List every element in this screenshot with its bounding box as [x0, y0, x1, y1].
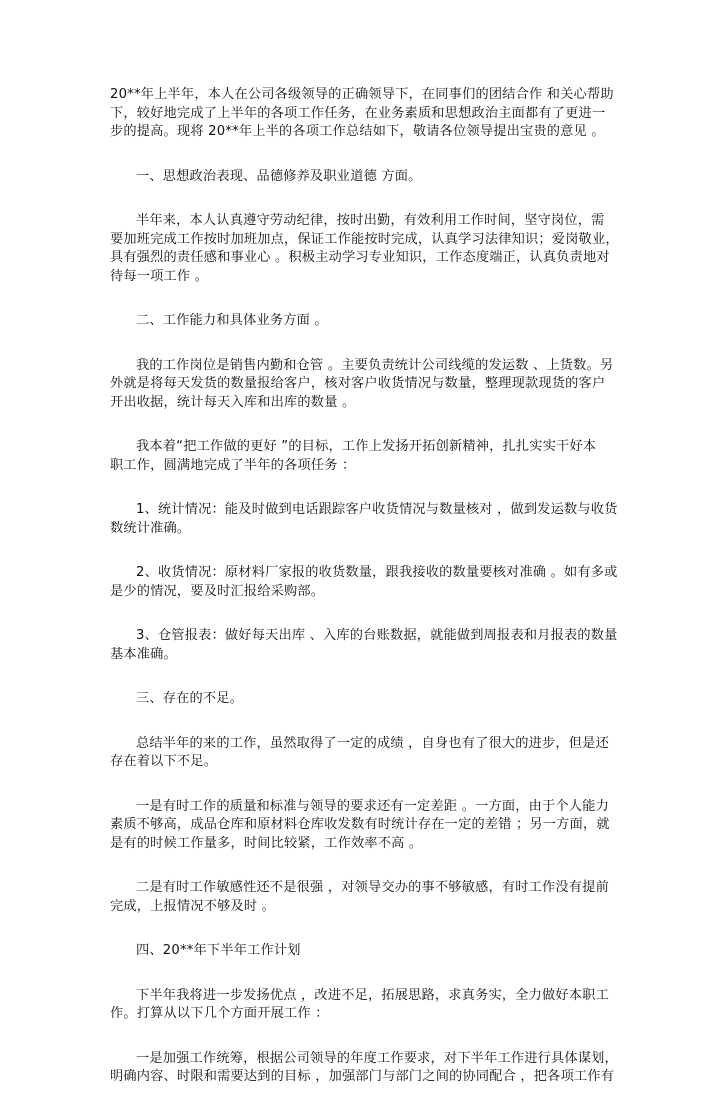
paragraph-line: 外就是将每天发货的数量报给客户，核对客户收货情况与数量，整理现款现货的客户	[110, 376, 606, 391]
paragraph-line: 基本准确。	[110, 646, 177, 662]
paragraph-line: 20**年上半年，本人在公司各级领导的正确领导下，在同事们的团结合作 和关心帮助	[110, 87, 614, 102]
section-heading	[110, 942, 630, 961]
paragraph-line: 2、收货情况：原材料厂家报的收货数量，跟我接收的数量要核对准确 。如有多或	[136, 565, 618, 580]
paragraph-line: 我本着“把工作做的更好 ”的目标，工作上发扬开拓创新精神，扎扎实实干好本	[136, 439, 597, 454]
document-page	[110, 86, 630, 1113]
paragraph-line: 完成，上报情况不够及时 。	[110, 898, 276, 914]
section-heading	[110, 312, 630, 331]
body-paragraph	[110, 357, 630, 413]
body-paragraph	[110, 212, 630, 286]
paragraph-line: 总结半年的来的工作，虽然取得了一定的成绩 ，自身也有了很大的进步，但是还	[136, 735, 609, 751]
body-paragraph	[110, 501, 630, 538]
section-heading	[110, 168, 630, 187]
body-paragraph	[110, 86, 630, 142]
section-heading	[110, 690, 630, 709]
paragraph-line: 要加班完成工作按时加班加点，保证工作能按时完成，认真学习法律知识；爱岗敬业，	[110, 231, 619, 247]
heading-text: 四、20**年下半年工作计划	[136, 943, 301, 958]
paragraph-line: 是少的情况，要及时汇报给采购部。	[110, 583, 325, 599]
paragraph-line: 作。打算从以下几个方面开展工作 ：	[110, 1006, 329, 1021]
paragraph-line: 存在着以下不足。	[110, 754, 218, 769]
paragraph-line: 下半年我将进一步发扬优点 ，改进不足，拓展思路，求真务实，全力做好本职工	[136, 987, 609, 1003]
body-paragraph	[110, 735, 630, 772]
body-paragraph	[110, 879, 630, 916]
heading-text: 一、思想政治表现、品德修养及职业道德 方面。	[136, 168, 422, 184]
body-paragraph	[110, 438, 630, 475]
paragraph-line: 二是有时工作敏感性还不是很强 ，对领导交办的事不够敏感，有时工作没有提前	[136, 880, 609, 895]
paragraph-line: 明确内容、时限和需要达到的目标 ，加强部门与部门之间的协同配合 ，把各项工作有	[110, 1069, 615, 1084]
heading-text: 二、工作能力和具体业务方面 。	[136, 313, 328, 328]
heading-text: 三、存在的不足。	[136, 691, 244, 706]
paragraph-line: 下，较好地完成了上半年的各项工作任务，在业务素质和思想政治主面都有了更进一	[110, 105, 606, 121]
paragraph-line: 半年来，本人认真遵守劳动纪律，按时出勤，有效利用工作时间，坚守岗位，需	[136, 213, 605, 228]
body-paragraph	[110, 564, 630, 601]
body-paragraph	[110, 987, 630, 1024]
paragraph-line: 数统计准确。	[110, 520, 191, 536]
paragraph-line: 3、仓管报表：做好每天出库 、入库的台账数据，就能做到周报表和月报表的数量	[136, 628, 618, 643]
paragraph-line: 步的提高。现将 20**年上半的各项工作总结如下，敬请各位领导提出宝贵的意见 。	[110, 124, 605, 139]
paragraph-line: 素质不够高，成品仓库和原材料仓库收发数有时统计存在一定的差错 ；另一方面，就	[110, 817, 610, 832]
paragraph-line: 开出收据，统计每天入库和出库的数量 。	[110, 394, 356, 410]
body-paragraph	[110, 798, 630, 854]
paragraph-line: 1、统计情况：能及时做到电话跟踪客户收货情况与数量核对 ，做到发运数与收货	[136, 502, 618, 517]
paragraph-line: 是有的时候工作量多，时间比较紧，工作效率不高 。	[110, 835, 423, 851]
body-paragraph	[110, 627, 630, 664]
body-paragraph	[110, 1050, 630, 1087]
paragraph-line: 待每一项工作 。	[110, 268, 209, 284]
paragraph-line: 一是有时工作的质量和标准与领导的要求还有一定差距 。一方面，由于个人能力	[136, 798, 609, 814]
paragraph-line: 具有强烈的责任感和事业心 。积极主动学习专业知识，工作态度端正，认真负责地对	[110, 250, 610, 265]
paragraph-line: 我的工作岗位是销售内勤和仓管 。主要负责统计公司线缆的发运数 、上货数。另	[136, 357, 614, 373]
paragraph-line: 职工作，圆满地完成了半年的各项任务 ：	[110, 457, 356, 473]
paragraph-line: 一是加强工作统筹，根据公司领导的年度工作要求，对下半年工作进行具体谋划，	[136, 1050, 618, 1066]
